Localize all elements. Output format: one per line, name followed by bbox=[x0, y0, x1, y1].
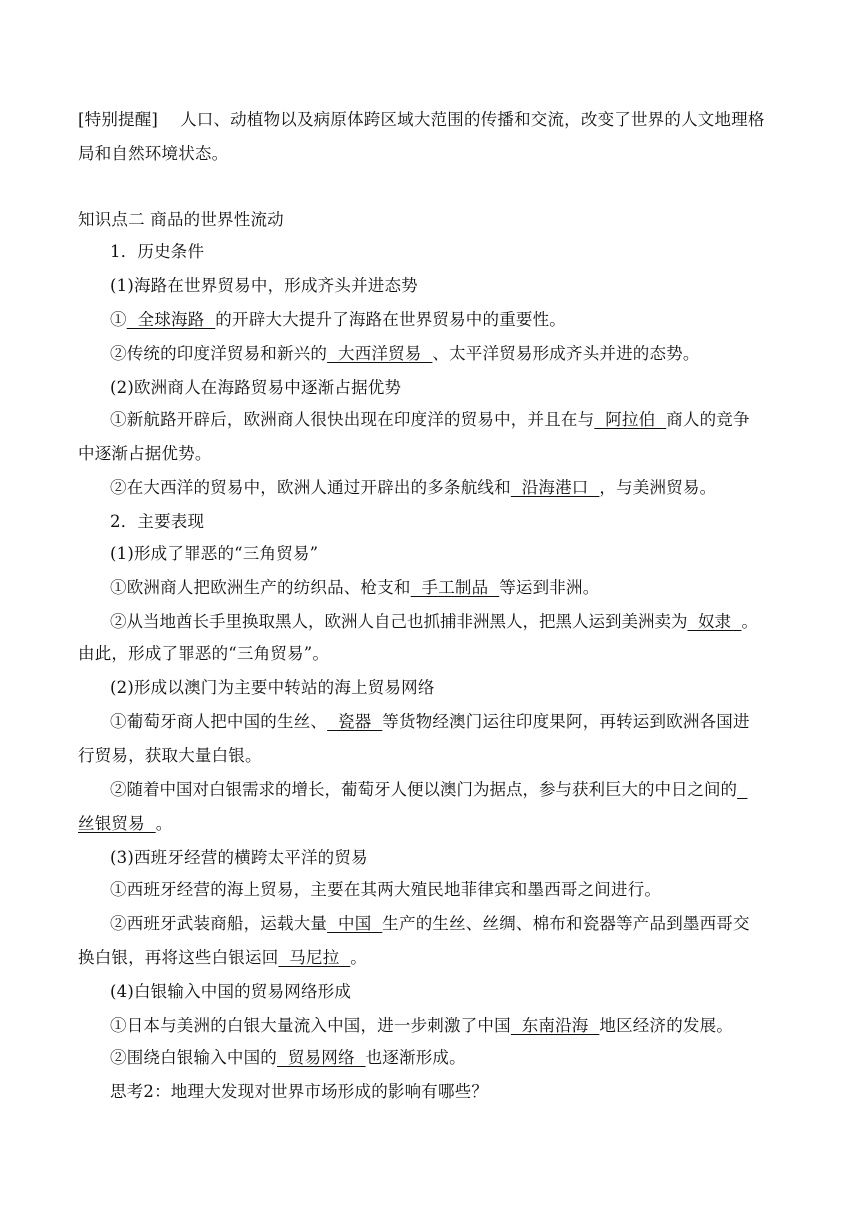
subheading-t2: (2)形成以澳门为主要中转站的海上贸易网络 bbox=[110, 678, 435, 697]
reminder-line-2: 局和自然环境状态。 bbox=[78, 144, 229, 163]
think-question: 思考2：地理大发现对世界市场形成的影响有哪些？ bbox=[110, 1082, 489, 1101]
item-text: ①新航路开辟后，欧洲商人很快出现在印度洋的贸易中，并且在与 bbox=[110, 410, 595, 429]
item-1-2 bbox=[110, 342, 700, 366]
item-text: 换白银，再将这些白银运回 bbox=[78, 948, 279, 967]
fill-blank: 中国 bbox=[327, 914, 383, 933]
item-text: ②随着中国对白银需求的增长，葡萄牙人便以澳门为据点，参与获利巨大的中日之间的 bbox=[110, 780, 737, 799]
item-text: ②西班牙武装商船，运载大量 bbox=[110, 914, 328, 933]
item-t3-1: ①西班牙经营的海上贸易，主要在其两大殖民地菲律宾和墨西哥之间进行。 bbox=[110, 880, 662, 899]
subheading-t4: (4)白银输入中国的贸易网络形成 bbox=[110, 982, 352, 1001]
fill-blank: 奴隶 bbox=[687, 612, 742, 631]
reminder-text: 人口、动植物以及病原体跨区域大范围的传播和交流，改变了世界的人文地理格 bbox=[180, 110, 765, 129]
item-t2-1 bbox=[110, 710, 750, 734]
fill-blank: 大西洋贸易 bbox=[327, 344, 433, 363]
item-2-2 bbox=[110, 476, 716, 500]
item-text: ②围绕白银输入中国的 bbox=[110, 1048, 277, 1067]
item-t3-2-cont bbox=[78, 946, 367, 970]
fill-blank: 丝银贸易 bbox=[78, 814, 156, 833]
item-text: 。 bbox=[155, 814, 173, 833]
fill-blank: 沿海港口 bbox=[510, 478, 600, 497]
item-1-1 bbox=[110, 308, 566, 332]
item-text: ②从当地酋长手里换取黑人，欧洲人自己也抓捕非洲黑人，把黑人运到美洲卖为 bbox=[110, 612, 688, 631]
item-t1-1 bbox=[110, 576, 599, 600]
item-text: ②在大西洋的贸易中，欧洲人通过开辟出的多条航线和 bbox=[110, 478, 511, 497]
item-t3-2 bbox=[110, 912, 750, 936]
fill-blank: 瓷器 bbox=[327, 712, 383, 731]
item-text: ①欧洲商人把欧洲生产的纺织品、枪支和 bbox=[110, 578, 411, 597]
reminder-line-1 bbox=[78, 108, 765, 132]
fill-blank: 阿拉伯 bbox=[594, 410, 667, 429]
section-title: 知识点二 商品的世界性流动 bbox=[78, 210, 284, 229]
item-text: 生产的生丝、丝绸、棉布和瓷器等产品到墨西哥交 bbox=[382, 914, 750, 933]
item-text: ，与美洲贸易。 bbox=[599, 478, 717, 497]
item-2-1 bbox=[110, 408, 750, 432]
fill-blank: 全球海路 bbox=[126, 310, 216, 329]
item-t4-1 bbox=[110, 1014, 733, 1038]
fill-blank: 东南沿海 bbox=[510, 1016, 600, 1035]
item-text: 商人的竞争 bbox=[666, 410, 750, 429]
item-2-1-cont: 中逐渐占据优势。 bbox=[78, 444, 212, 463]
item-t1-2-cont: 由此，形成了罪恶的“三角贸易”。 bbox=[78, 644, 330, 663]
item-text: 。 bbox=[741, 612, 758, 631]
fill-blank bbox=[737, 780, 748, 799]
item-t2-2-cont bbox=[78, 812, 172, 836]
item-text: ① bbox=[110, 310, 127, 329]
item-t1-2 bbox=[110, 610, 758, 634]
subheading-2: (2)欧洲商人在海路贸易中逐渐占据优势 bbox=[110, 378, 402, 397]
item-text: 。 bbox=[350, 948, 367, 967]
item-text: 等货物经澳门运往印度果阿，再转运到欧洲各国进 bbox=[382, 712, 750, 731]
item-t2-2 bbox=[110, 778, 748, 802]
fill-blank: 贸易网络 bbox=[277, 1048, 366, 1067]
item-text: ①葡萄牙商人把中国的生丝、 bbox=[110, 712, 328, 731]
item-text: 也逐渐形成。 bbox=[365, 1048, 466, 1067]
item-text: ②传统的印度洋贸易和新兴的 bbox=[110, 344, 328, 363]
fill-blank: 马尼拉 bbox=[278, 948, 351, 967]
item-text: 、太平洋贸易形成齐头并进的态势。 bbox=[432, 344, 700, 363]
item-text: 地区经济的发展。 bbox=[599, 1016, 734, 1035]
subheading-t3: (3)西班牙经营的横跨太平洋的贸易 bbox=[110, 848, 368, 867]
subheading-t1: (1)形成了罪恶的“三角贸易” bbox=[110, 544, 319, 563]
item-text: 的开辟大大提升了海路在世界贸易中的重要性。 bbox=[215, 310, 566, 329]
fill-blank: 手工制品 bbox=[410, 578, 500, 597]
subheading-1: (1)海路在世界贸易中，形成齐头并进态势 bbox=[110, 276, 418, 295]
item-t2-1-cont: 行贸易，获取大量白银。 bbox=[78, 746, 262, 765]
heading-2: 2．主要表现 bbox=[110, 512, 205, 531]
reminder-label: [特别提醒] bbox=[78, 110, 159, 129]
item-t4-2 bbox=[110, 1046, 466, 1070]
heading-1: 1．历史条件 bbox=[110, 242, 205, 261]
item-text: ①日本与美洲的白银大量流入中国，进一步刺激了中国 bbox=[110, 1016, 511, 1035]
item-text: 等运到非洲。 bbox=[499, 578, 600, 597]
